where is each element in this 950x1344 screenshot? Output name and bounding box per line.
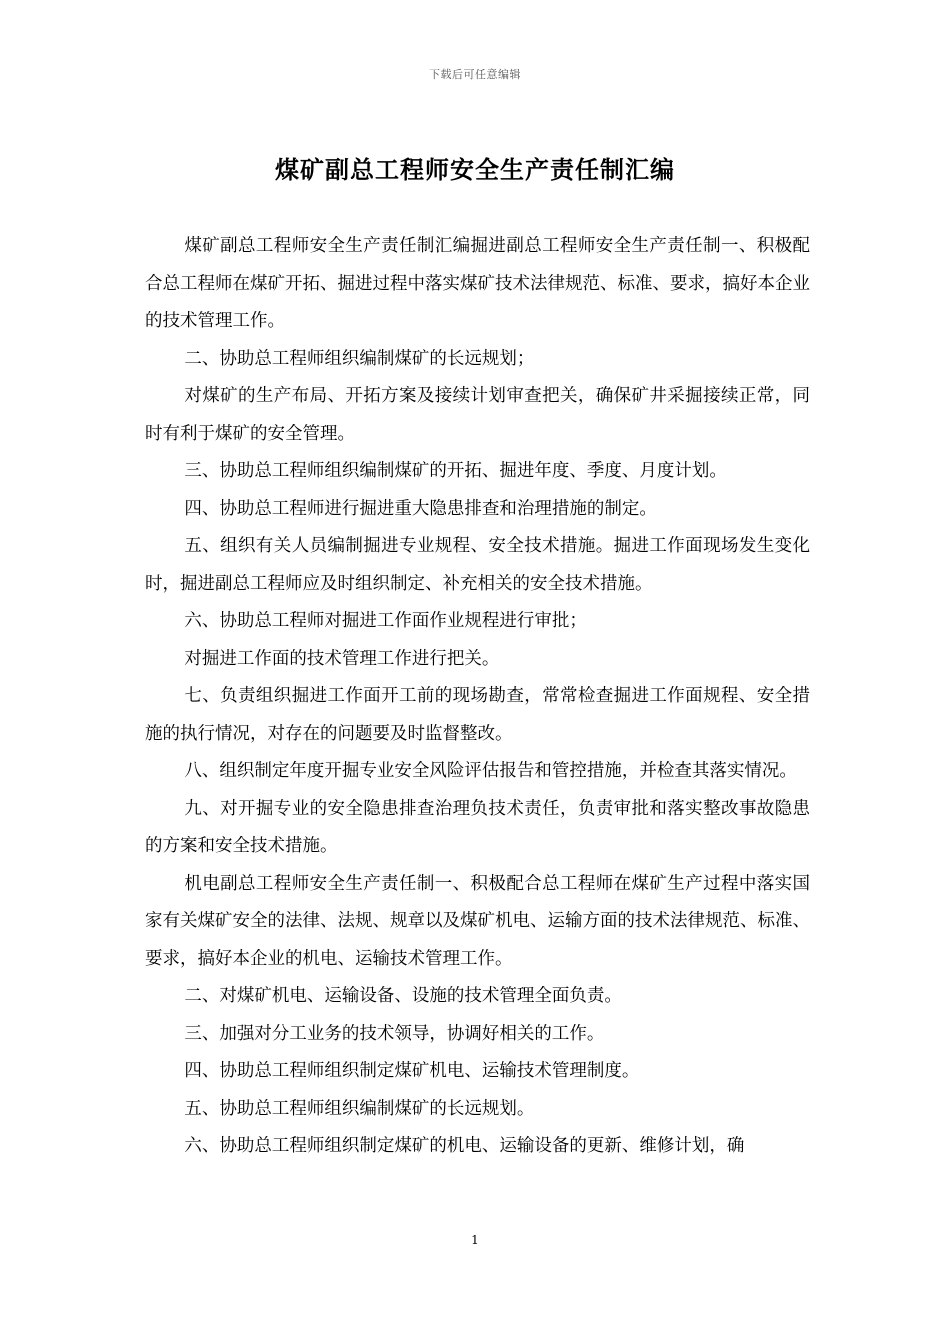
paragraph: 九、对开掘专业的安全隐患排查治理负技术责任，负责审批和落实整改事故隐患的方案和安全技术措施。 xyxy=(145,798,810,856)
paragraph: 八、组织制定年度开掘专业安全风险评估报告和管控措施，并检查其落实情况。 xyxy=(184,761,797,781)
paragraph: 机电副总工程师安全生产责任制一、积极配合总工程师在煤矿生产过程中落实国家有关煤矿安全的法律、法规、规章以及煤矿机电、运输方面的技术法律规范、标准、要求，搞好本企业的机电、运输技术管理工作。 xyxy=(145,873,810,969)
paragraph: 五、组织有关人员编制掘进专业规程、安全技术措施。掘进工作面现场发生变化时，掘进副总工程师应及时组织制定、补充相关的安全技术措施。 xyxy=(145,536,810,594)
paragraph: 二、协助总工程师组织编制煤矿的长远规划； xyxy=(184,348,535,369)
page-number: 1 xyxy=(471,1233,479,1247)
paragraph: 对掘进工作面的技术管理工作进行把关。 xyxy=(184,648,500,669)
paragraph: 六、协助总工程师对掘进工作面作业规程进行审批； xyxy=(184,611,587,631)
document-body xyxy=(145,228,810,1166)
paragraph: 二、对煤矿机电、运输设备、设施的技术管理全面负责。 xyxy=(184,986,622,1006)
paragraph: 对煤矿的生产布局、开拓方案及接续计划审查把关，确保矿井采掘接续正常，同时有利于煤矿的安全管理。 xyxy=(145,386,810,444)
paragraph: 六、协助总工程师组织制定煤矿的机电、运输设备的更新、维修计划，确 xyxy=(184,1136,745,1156)
paragraph: 三、加强对分工业务的技术领导，协调好相关的工作。 xyxy=(184,1023,605,1044)
paragraph: 五、协助总工程师组织编制煤矿的长远规划。 xyxy=(184,1098,535,1119)
paragraph: 四、协助总工程师组织制定煤矿机电、运输技术管理制度。 xyxy=(184,1061,640,1081)
header-note: 下载后可任意编辑 xyxy=(429,68,521,81)
document-title: 煤矿副总工程师安全生产责任制汇编 xyxy=(275,155,675,184)
paragraph: 煤矿副总工程师安全生产责任制汇编掘进副总工程师安全生产责任制一、积极配合总工程师在煤矿开拓、掘进过程中落实煤矿技术法律规范、标准、要求，搞好本企业的技术管理工作。 xyxy=(145,236,810,331)
paragraph: 四、协助总工程师进行掘进重大隐患排查和治理措施的制定。 xyxy=(184,498,657,519)
paragraph: 七、负责组织掘进工作面开工前的现场勘查，常常检查掘进工作面规程、安全措施的执行情况，对存在的问题要及时监督整改。 xyxy=(145,686,810,744)
paragraph: 三、协助总工程师组织编制煤矿的开拓、掘进年度、季度、月度计划。 xyxy=(184,461,727,481)
